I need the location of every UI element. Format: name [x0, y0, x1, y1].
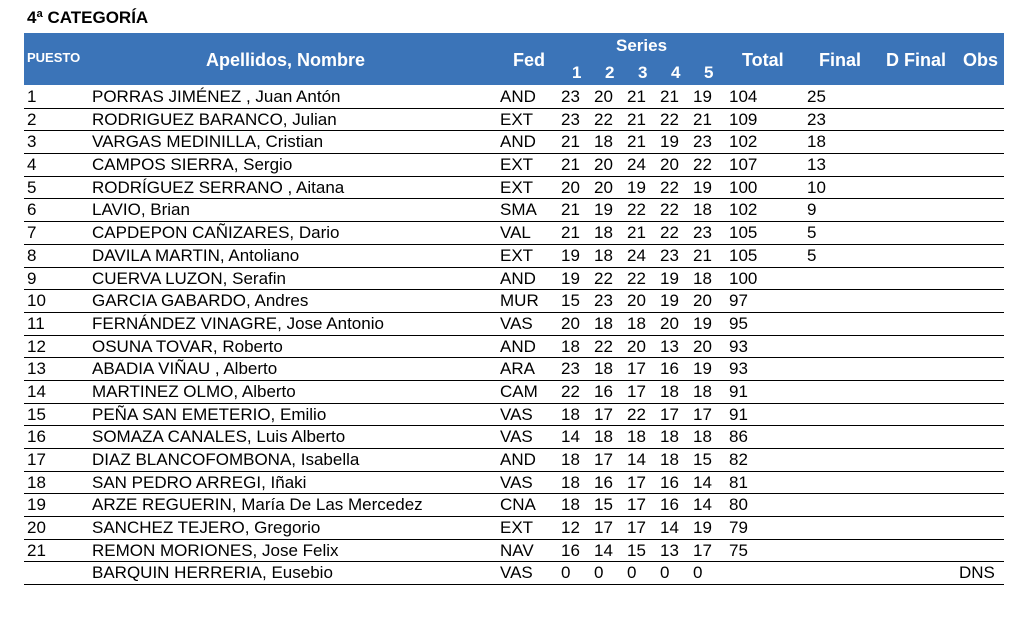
row-series-3: 20: [627, 291, 646, 311]
row-series-5: 21: [693, 109, 712, 129]
table-row: [24, 313, 1004, 336]
row-fed: EXT: [500, 177, 534, 197]
row-puesto: 17: [27, 450, 46, 469]
row-puesto: 21: [27, 540, 46, 560]
table-row: [24, 358, 1004, 381]
row-series-3: 15: [627, 540, 646, 560]
row-series-5: 18: [693, 381, 712, 401]
row-name: SANCHEZ TEJERO, Gregorio: [92, 518, 321, 538]
row-series-5: 14: [693, 495, 712, 515]
row-name: VARGAS MEDINILLA, Cristian: [92, 132, 324, 152]
row-series-5: 14: [693, 472, 712, 492]
row-series-4: 22: [660, 223, 679, 243]
row-fed: EXT: [500, 518, 534, 538]
row-series-5: 0: [693, 563, 703, 583]
row-name: SOMAZA CANALES, Luis Alberto: [92, 427, 346, 447]
table-row: [24, 517, 1004, 540]
table-row: [24, 426, 1004, 449]
row-series-1: 18: [561, 404, 580, 424]
header-d-final: D Final: [886, 50, 947, 70]
row-total: 100: [729, 177, 758, 197]
table-row: [24, 404, 1004, 427]
row-fed: EXT: [500, 109, 534, 129]
row-fed: AND: [500, 87, 536, 106]
row-fed: VAS: [500, 563, 533, 583]
row-series-5: 19: [693, 313, 712, 333]
row-series-3: 17: [627, 359, 646, 379]
header-series-4: 4: [671, 63, 681, 82]
row-total: 104: [729, 87, 758, 106]
header-name: Apellidos, Nombre: [206, 50, 366, 70]
row-series-4: 16: [660, 495, 679, 515]
table-row: [24, 199, 1004, 222]
header-fed: Fed: [513, 50, 546, 70]
row-puesto: 14: [27, 381, 46, 401]
table-row: [24, 290, 1004, 313]
row-puesto: 12: [27, 336, 46, 356]
row-series-5: 17: [693, 404, 712, 424]
row-total: 95: [729, 313, 748, 333]
table-row: [24, 245, 1004, 268]
row-fed: EXT: [500, 155, 534, 175]
row-name: PEÑA SAN EMETERIO, Emilio: [92, 404, 327, 424]
row-series-5: 23: [693, 132, 712, 152]
table-row: [24, 472, 1004, 495]
row-series-2: 17: [594, 450, 613, 469]
row-final: 23: [807, 109, 826, 129]
row-puesto: 10: [27, 291, 46, 311]
row-series-4: 14: [660, 518, 679, 538]
row-series-2: 15: [594, 495, 613, 515]
row-series-2: 19: [594, 200, 613, 220]
header-final: Final: [819, 50, 862, 70]
row-total: 82: [729, 450, 748, 469]
table-row: [24, 540, 1004, 563]
row-series-5: 19: [693, 177, 712, 197]
row-fed: VAS: [500, 313, 533, 333]
row-series-5: 18: [693, 200, 712, 220]
row-puesto: 2: [27, 109, 37, 129]
row-name: MARTINEZ OLMO, Alberto: [92, 381, 296, 401]
row-puesto: 3: [27, 132, 37, 152]
row-fed: ARA: [500, 359, 535, 379]
table-header: [24, 33, 1004, 85]
row-fed: CNA: [500, 495, 536, 515]
row-total: 86: [729, 427, 748, 447]
row-series-4: 22: [660, 109, 679, 129]
row-series-2: 22: [594, 109, 613, 129]
row-series-5: 22: [693, 155, 712, 175]
row-series-4: 22: [660, 200, 679, 220]
row-name: ARZE REGUERIN, María De Las Mercedez: [92, 495, 423, 515]
header-puesto: PUESTO: [27, 50, 81, 65]
table-row: [24, 381, 1004, 404]
row-series-3: 17: [627, 518, 646, 538]
table-row: [24, 177, 1004, 200]
row-series-3: 21: [627, 223, 646, 243]
row-series-2: 22: [594, 336, 613, 356]
category-title: 4ª CATEGORÍA: [27, 8, 149, 27]
row-series-1: 21: [561, 223, 580, 243]
row-series-1: 18: [561, 450, 580, 469]
row-series-4: 18: [660, 427, 679, 447]
row-fed: EXT: [500, 245, 534, 265]
row-puesto: 16: [27, 427, 46, 447]
row-series-2: 23: [594, 291, 613, 311]
row-series-4: 17: [660, 404, 679, 424]
row-series-3: 17: [627, 495, 646, 515]
row-series-1: 20: [561, 313, 580, 333]
row-series-2: 18: [594, 245, 613, 265]
row-name: RODRIGUEZ BARANCO, Julian: [92, 109, 337, 129]
row-series-4: 20: [660, 313, 679, 333]
row-series-3: 19: [627, 177, 646, 197]
row-total: 107: [729, 155, 758, 175]
row-series-3: 18: [627, 313, 646, 333]
header-series-3: 3: [638, 63, 648, 82]
row-fed: VAS: [500, 472, 533, 492]
row-name: CAMPOS SIERRA, Sergio: [92, 155, 293, 175]
row-fed: SMA: [500, 200, 537, 220]
row-total: 97: [729, 291, 748, 311]
row-series-1: 15: [561, 291, 580, 311]
row-name: REMON MORIONES, Jose Felix: [92, 540, 339, 560]
row-series-3: 22: [627, 200, 646, 220]
row-puesto: 1: [27, 87, 37, 106]
header-series: Series: [616, 36, 668, 55]
row-series-4: 20: [660, 155, 679, 175]
row-series-2: 18: [594, 427, 613, 447]
row-fed: CAM: [500, 381, 538, 401]
row-final: 5: [807, 223, 817, 243]
row-series-3: 20: [627, 336, 646, 356]
table-row: [24, 154, 1004, 177]
row-total: 91: [729, 381, 748, 401]
row-puesto: 4: [27, 155, 37, 175]
row-total: 109: [729, 109, 758, 129]
row-series-4: 18: [660, 450, 679, 469]
row-total: 75: [729, 540, 748, 560]
row-series-3: 24: [627, 245, 646, 265]
row-series-4: 19: [660, 132, 679, 152]
row-name: RODRÍGUEZ SERRANO , Aitana: [92, 177, 345, 197]
row-series-2: 22: [594, 268, 613, 288]
row-final: 9: [807, 200, 817, 220]
row-series-4: 19: [660, 291, 679, 311]
row-series-1: 20: [561, 177, 580, 197]
row-final: 18: [807, 132, 826, 152]
row-series-5: 20: [693, 291, 712, 311]
row-final: 13: [807, 155, 826, 175]
row-name: SAN PEDRO ARREGI, Iñaki: [92, 472, 307, 492]
row-series-2: 20: [594, 87, 613, 106]
row-name: GARCIA GABARDO, Andres: [92, 291, 309, 311]
row-series-1: 18: [561, 472, 580, 492]
row-series-5: 19: [693, 518, 712, 538]
row-series-4: 18: [660, 381, 679, 401]
row-series-1: 18: [561, 495, 580, 515]
header-obs: Obs: [963, 50, 999, 70]
row-series-3: 22: [627, 404, 646, 424]
row-series-3: 22: [627, 268, 646, 288]
row-series-1: 21: [561, 155, 580, 175]
row-final: 5: [807, 245, 817, 265]
row-total: 93: [729, 359, 748, 379]
row-series-1: 23: [561, 87, 580, 106]
row-series-5: 20: [693, 336, 712, 356]
row-fed: AND: [500, 132, 536, 152]
results-table-body: [24, 86, 1004, 585]
row-puesto: 5: [27, 177, 37, 197]
row-final: 25: [807, 87, 826, 106]
table-row: [24, 449, 1004, 472]
row-series-5: 19: [693, 87, 712, 106]
row-final: 10: [807, 177, 826, 197]
row-series-5: 21: [693, 245, 712, 265]
row-series-4: 0: [660, 563, 670, 583]
table-row: [24, 222, 1004, 245]
row-series-4: 13: [660, 540, 679, 560]
row-name: CAPDEPON CAÑIZARES, Dario: [92, 223, 340, 243]
row-total: 105: [729, 223, 758, 243]
row-series-5: 15: [693, 450, 712, 469]
row-series-2: 16: [594, 472, 613, 492]
row-total: 81: [729, 472, 748, 492]
row-series-2: 0: [594, 563, 604, 583]
row-total: 91: [729, 404, 748, 424]
row-series-2: 18: [594, 313, 613, 333]
row-series-1: 12: [561, 518, 580, 538]
row-puesto: 9: [27, 268, 37, 288]
row-puesto: 11: [27, 313, 45, 333]
row-series-2: 14: [594, 540, 613, 560]
row-series-5: 18: [693, 427, 712, 447]
row-fed: MUR: [500, 291, 539, 311]
row-series-3: 21: [627, 109, 646, 129]
row-series-4: 22: [660, 177, 679, 197]
row-total: 93: [729, 336, 748, 356]
row-series-1: 19: [561, 245, 580, 265]
row-series-4: 21: [660, 87, 679, 106]
row-series-1: 18: [561, 336, 580, 356]
row-puesto: 7: [27, 223, 37, 243]
row-series-3: 24: [627, 155, 646, 175]
header-total: Total: [742, 50, 784, 70]
row-name: BARQUIN HERRERIA, Eusebio: [92, 563, 333, 583]
row-fed: NAV: [500, 540, 534, 560]
row-puesto: 18: [27, 472, 46, 492]
row-obs: DNS: [959, 563, 995, 583]
row-series-4: 16: [660, 472, 679, 492]
row-series-1: 19: [561, 268, 580, 288]
row-fed: AND: [500, 268, 536, 288]
row-series-3: 17: [627, 472, 646, 492]
row-series-4: 23: [660, 245, 679, 265]
row-total: 105: [729, 245, 758, 265]
row-name: LAVIO, Brian: [92, 200, 190, 220]
row-total: 80: [729, 495, 748, 515]
row-name: DIAZ BLANCOFOMBONA, Isabella: [92, 450, 360, 469]
row-series-1: 14: [561, 427, 580, 447]
row-puesto: 20: [27, 518, 46, 538]
row-fed: VAL: [500, 223, 531, 243]
row-series-1: 21: [561, 132, 580, 152]
row-name: FERNÁNDEZ VINAGRE, Jose Antonio: [92, 313, 384, 333]
row-series-4: 16: [660, 359, 679, 379]
row-puesto: 13: [27, 359, 46, 379]
table-row: [24, 336, 1004, 359]
row-series-3: 21: [627, 87, 646, 106]
row-puesto: 6: [27, 200, 37, 220]
row-series-2: 16: [594, 381, 613, 401]
row-series-1: 23: [561, 109, 580, 129]
row-series-3: 14: [627, 450, 646, 469]
row-fed: VAS: [500, 404, 533, 424]
row-name: CUERVA LUZON, Serafin: [92, 268, 286, 288]
row-series-3: 21: [627, 132, 646, 152]
row-total: 100: [729, 268, 758, 288]
row-series-3: 0: [627, 563, 637, 583]
row-total: 79: [729, 518, 748, 538]
table-row: [24, 494, 1004, 517]
row-series-1: 16: [561, 540, 580, 560]
row-series-2: 17: [594, 404, 613, 424]
row-series-5: 19: [693, 359, 712, 379]
header-series-5: 5: [704, 63, 714, 82]
row-series-2: 20: [594, 155, 613, 175]
row-series-2: 17: [594, 518, 613, 538]
row-puesto: 15: [27, 404, 46, 424]
table-row: [24, 109, 1004, 132]
row-series-5: 23: [693, 223, 712, 243]
row-series-3: 18: [627, 427, 646, 447]
header-series-2: 2: [605, 63, 615, 82]
row-puesto: 19: [27, 495, 46, 515]
row-series-5: 17: [693, 540, 712, 560]
row-series-2: 18: [594, 359, 613, 379]
row-series-3: 17: [627, 381, 646, 401]
row-series-1: 22: [561, 381, 580, 401]
header-series-1: 1: [572, 63, 582, 82]
row-series-2: 18: [594, 132, 613, 152]
table-row: [24, 268, 1004, 291]
row-name: ABADIA VIÑAU , Alberto: [92, 359, 278, 379]
row-fed: VAS: [500, 427, 533, 447]
table-row: [24, 562, 1004, 585]
row-series-1: 21: [561, 200, 580, 220]
table-row: [24, 86, 1004, 109]
row-series-5: 18: [693, 268, 712, 288]
row-series-2: 18: [594, 223, 613, 243]
row-series-2: 20: [594, 177, 613, 197]
row-total: 102: [729, 200, 758, 220]
row-name: OSUNA TOVAR, Roberto: [92, 336, 283, 356]
row-fed: AND: [500, 450, 536, 469]
row-total: 102: [729, 132, 758, 152]
row-name: DAVILA MARTIN, Antoliano: [92, 245, 300, 265]
row-series-1: 23: [561, 359, 580, 379]
row-puesto: 8: [27, 245, 37, 265]
row-series-4: 13: [660, 336, 679, 356]
row-series-1: 0: [561, 563, 571, 583]
row-name: PORRAS JIMÉNEZ , Juan Antón: [92, 87, 341, 106]
table-row: [24, 131, 1004, 154]
row-series-4: 19: [660, 268, 679, 288]
row-fed: AND: [500, 336, 536, 356]
